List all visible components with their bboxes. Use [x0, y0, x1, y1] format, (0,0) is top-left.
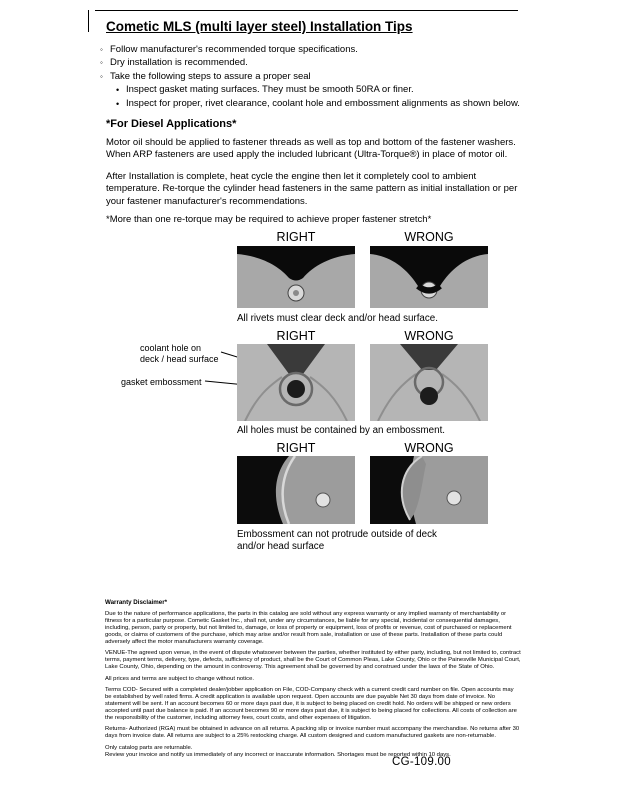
bullet-icon: ◦ [100, 45, 103, 54]
installation-tips-list [100, 44, 524, 112]
row2-wrong-label: WRONG [404, 329, 454, 343]
list-item [100, 44, 524, 56]
list-item-text: Take the following steps to assure a proper seal [110, 70, 311, 82]
rivet-clearance-wrong-illustration [370, 246, 488, 308]
row3-caption [237, 529, 437, 553]
bullet-icon: • [116, 98, 120, 109]
embossment-containment-right-illustration [237, 344, 355, 421]
list-item [100, 57, 524, 69]
row2-right-diagram [237, 344, 355, 421]
disclaimer-paragraph: Review your invoice and notify us immediately of any incorrect or inaccurate information. Shortages must be reported within 10 days. [105, 751, 451, 758]
rivet-clearance-right-illustration [237, 246, 355, 308]
disclaimer-heading: Warranty Disclaimer* [105, 599, 168, 606]
list-item-text: Inspect for proper, rivet clearance, coolant hole and embossment alignments as shown below. [126, 97, 520, 109]
disclaimer-paragraph: Terms COD- Secured with a completed dealer/jobber application on File, COD-Company check with a current credit card number on file. Open accounts may be established by well rated firms. A credit application is available upon request. Open accounts are due payable Net 30 days from date of invoice. No statement will be sent. If an account becomes 60 or more days past due, it is subject to being placed on credit hold. No orders will be shipped or new orders accepted until past due balance is paid. If an account becomes 90 or more days past due, it is subject to being placed for collections. All costs of collection are the responsibility of the customer, including attorney fees, court costs, and other expenses of litigation. [105, 687, 517, 721]
gasket-embossment-annotation: gasket embossment [121, 377, 202, 387]
row2-caption: All holes must be contained by an embossment. [237, 425, 446, 436]
embossment-edge-right-illustration [237, 456, 355, 524]
bullet-icon: ◦ [100, 58, 103, 68]
list-item-text: Follow manufacturer's recommended torque specifications. [110, 44, 358, 55]
disclaimer-paragraph: All prices and terms are subject to change without notice. [105, 675, 254, 682]
row1-right-diagram [237, 246, 355, 308]
caption-text: and/or head surface [237, 541, 325, 553]
catalog-page-code: CG-109.00 [392, 756, 451, 768]
diesel-paragraph-2: After Installation is complete, heat cycle the engine then let it completely cool to ambient temperature. Re-torque the cylinder head fasteners in the same pattern as initial installation or per your fastener manufacturer's recommendations. [106, 171, 518, 207]
disclaimer-paragraph: Due to the nature of performance applications, the parts in this catalog are sold without any express warranty or any implied warranty of merchantability or fitness for a particular purpose. Cometic Gasket Inc., shall not, under any circumstances, be liable for any special, incidental or consequential damages, including, person, party or property, but not limited to, damage, or loss of property or equipment, loss of profits or revenue, cost of purchased or replacement goods, or claims of customers of the purchase, which may arise and/or result from sale, installation or use of these parts. Installation of these parts could adversely affect the motor manufacturers warranty coverage. [105, 610, 512, 645]
annotation-text: deck / head surface [140, 353, 219, 364]
page-border-left [88, 10, 89, 32]
embossment-edge-wrong-illustration [370, 456, 488, 524]
list-item-text: Inspect gasket mating surfaces. They must be smooth 50RA or finer. [126, 84, 414, 96]
row1-wrong-diagram [370, 246, 488, 308]
disclaimer-paragraph: Only catalog parts are returnable. [105, 744, 193, 751]
bullet-icon: • [116, 85, 120, 96]
row1-caption: All rivets must clear deck and/or head surface. [237, 313, 438, 324]
list-item-text: Dry installation is recommended. [110, 57, 248, 69]
annotation-text: coolant hole on [140, 343, 202, 353]
row3-wrong-diagram [370, 456, 488, 524]
row3-right-label: RIGHT [276, 441, 316, 455]
disclaimer-paragraph: VENUE-The agreed upon venue, in the event of dispute whatsoever between the parties, whether instituted by either party, including, but not limited to, contract terms, payment terms, delivery, type, defects, sufficiency of product, shall be the Court of Common Pleas, Lake County, Ohio or the Painesville Municipal Court, Lake County, Ohio, depending on the amount in controversy. This agreement shall be governed by and construed under the laws of the State of Ohio. [105, 650, 521, 671]
page-border-top [95, 10, 518, 11]
row3-wrong-label: WRONG [404, 441, 454, 455]
list-item [100, 71, 524, 83]
row3-right-diagram [237, 456, 355, 524]
page-title: Cometic MLS (multi layer steel) Installation Tips [106, 19, 413, 34]
warranty-disclaimer [105, 599, 521, 763]
disclaimer-paragraph: Returns- Authorized (RGA) must be obtained in advance on all returns. A packing slip or invoice number must accompany the merchandise. No returns after 30 days from invoice date. All returns are subject to a 25% restocking charge. All custom designed and custom manufactured gaskets are non-returnable. [105, 726, 520, 740]
row1-wrong-label: WRONG [404, 230, 454, 244]
list-sub-item [116, 98, 524, 110]
row1-right-label: RIGHT [276, 230, 316, 244]
row2-wrong-diagram [370, 344, 488, 421]
retorque-note: *More than one re-torque may be required to achieve proper fastener stretch* [106, 214, 432, 225]
caption-text: Embossment can not protrude outside of deck [237, 529, 437, 540]
list-sub-item [116, 84, 524, 96]
diesel-applications-heading: *For Diesel Applications* [106, 118, 237, 130]
bullet-icon: ◦ [100, 71, 103, 81]
row2-right-label: RIGHT [276, 329, 316, 343]
embossment-containment-wrong-illustration [370, 344, 488, 421]
diesel-paragraph-1: Motor oil should be applied to fastener threads as well as top and bottom of the fastener washers. When ARP fasteners are used apply the included lubricant (Ultra-Torque®) in place of motor oil. [106, 137, 516, 161]
